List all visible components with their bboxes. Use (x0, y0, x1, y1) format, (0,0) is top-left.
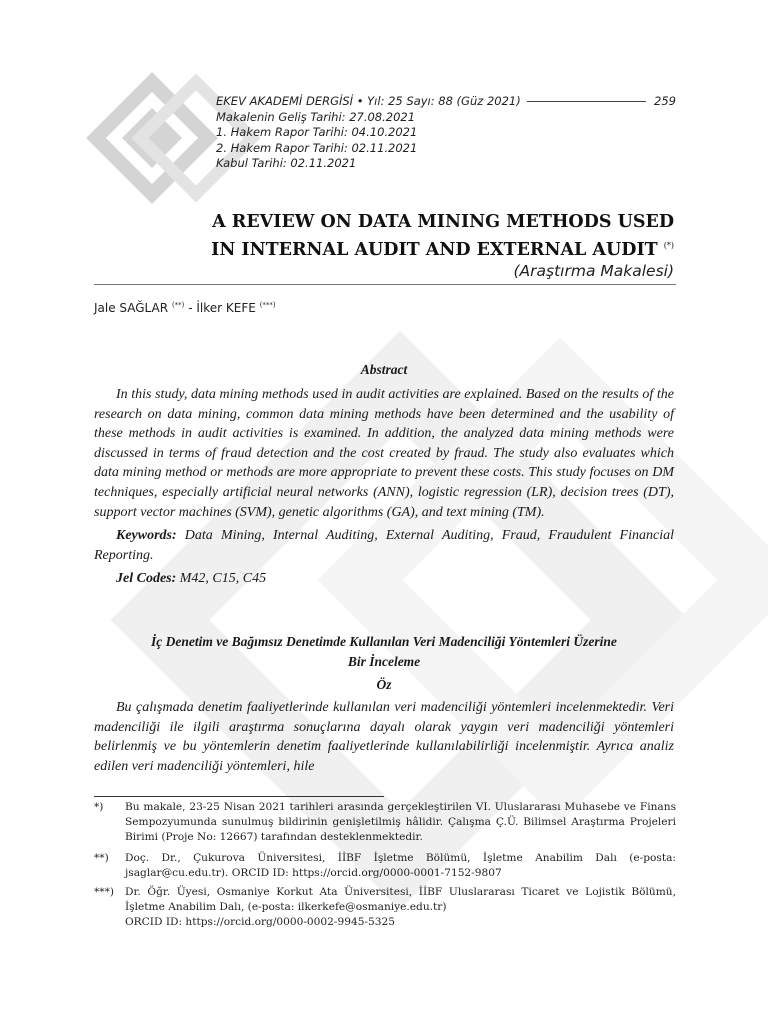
oz-heading: Öz (376, 677, 392, 692)
referee2-date: 2. Hakem Rapor Tarihi: 02.11.2021 (216, 140, 418, 155)
turkish-title-line-2: Bir İnceleme (347, 654, 421, 669)
footnote-3-text: Dr. Öğr. Üyesi, Osmaniye Korkut Ata Üniversitesi, İİBF Uluslararası Ticaret ve Lojistik Bölümü, İşletme Anabilim Dalı, (e-posta: ilkerkefe@osmaniye.edu.tr) (125, 886, 676, 913)
footnote-3-mark: ***) (94, 886, 115, 898)
received-date: Makalenin Geliş Tarihi: 27.08.2021 (216, 109, 416, 124)
footnote-2-text: Doç. Dr., Çukurova Üniversitesi, İİBF İşletme Bölümü, İşletme Anabilim Dalı (e-posta: jsaglar@cu.edu.tr). ORCID ID: https://orcid.org/0000-0001-7152-9807 (125, 852, 676, 879)
footnote-1-mark: *) (94, 801, 104, 813)
turkish-abstract (94, 698, 674, 776)
header-rule (527, 101, 646, 102)
footnote-2-mark: **) (94, 852, 109, 864)
journal-name: EKEV AKADEMİ DERGİSİ • Yıl: 25 Sayı: 88 (Güz 2021) (216, 94, 521, 108)
jel-line (94, 569, 674, 589)
page-number: 259 (654, 94, 676, 108)
author-1: Jale SAĞLAR (94, 301, 169, 315)
author-2: İlker KEFE (196, 301, 256, 315)
keywords-text: Data Mining, Internal Auditing, External Auditing, Fraud, Fraudulent Financial Reporting. (94, 528, 674, 563)
footnote-1 (94, 800, 676, 845)
accepted-date: Kabul Tarihi: 02.11.2021 (216, 156, 357, 171)
keywords-label: Keywords: (116, 528, 177, 544)
title-footnote-mark: (*) (663, 241, 674, 250)
turkish-title-line-1: İç Denetim ve Bağımsız Denetimde Kullanılan Veri Madenciliği Yöntemleri Üzerine (151, 634, 617, 649)
abstract-text: In this study, data mining methods used in audit activities are explained. Based on the results of the research on data mining, common data mining methods have been determined and the usability of these methods in audit activities is examined. In addition, the analyzed data mining methods were discussed in terms of fraud detection and the cost created by fraud. The study also evaluates which data mining method or methods are more appropriate to prevent these costs. This study focuses on DM techniques, especially artificial neural networks (ANN), logistic regression (LR), decision trees (DT), support vector machines (SVM), genetic algorithms (GA), and text mining (TM). (94, 387, 674, 520)
title-line-2: IN INTERNAL AUDIT AND EXTERNAL AUDIT (211, 239, 658, 260)
abstract-section (94, 385, 674, 589)
referee1-date: 1. Hakem Rapor Tarihi: 04.10.2021 (216, 125, 418, 140)
abstract-heading: Abstract (360, 362, 408, 377)
keywords-line (94, 526, 674, 565)
article-type: (Araştırma Makalesi) (513, 262, 674, 280)
footnote-2 (94, 851, 676, 881)
author-line (94, 301, 276, 315)
jel-label: Jel Codes: (116, 571, 177, 587)
footnote-1-text: Bu makale, 23-25 Nisan 2021 tarihleri arasında gerçekleştirilen VI. Uluslararası Muhasebe ve Finans Sempozyumunda sunulmuş bildirinin genişletilmiş hâlidir. Çalışma Ç.Ü. Bilimsel Araştırma Projeleri Birimi (Proje No: 12667) tarafından desteklenmektedir. (125, 801, 676, 843)
footnote-3 (94, 885, 676, 930)
jel-text: M42, C15, C45 (176, 571, 267, 587)
title-rule (94, 284, 676, 285)
turkish-abstract-text: Bu çalışmada denetim faaliyetlerinde kullanılan veri madenciliği yöntemleri incelenmektedir. Veri madenciliği ile ilgili araştırma sonuçlarına dayalı olarak yaygın veri madenciliği yöntemleri belirlenmiş ve bu yöntemlerin denetim faaliyetlerinde kullanılabilirliği incelenmiştir. Ayrıca analiz edilen veri madenciliği yöntemleri, hile (94, 700, 674, 774)
article-title (114, 210, 674, 262)
journal-header (216, 94, 676, 172)
author-2-mark: (***) (259, 301, 276, 309)
footnote-3-orcid: ORCID ID: https://orcid.org/0000-0002-9945-5325 (125, 916, 395, 928)
footnote-rule (94, 796, 384, 797)
title-line-1: A REVIEW ON DATA MINING METHODS USED (212, 212, 674, 232)
turkish-title (94, 632, 674, 672)
author-1-mark: (**) (171, 301, 185, 309)
author-separator: - (184, 301, 197, 315)
